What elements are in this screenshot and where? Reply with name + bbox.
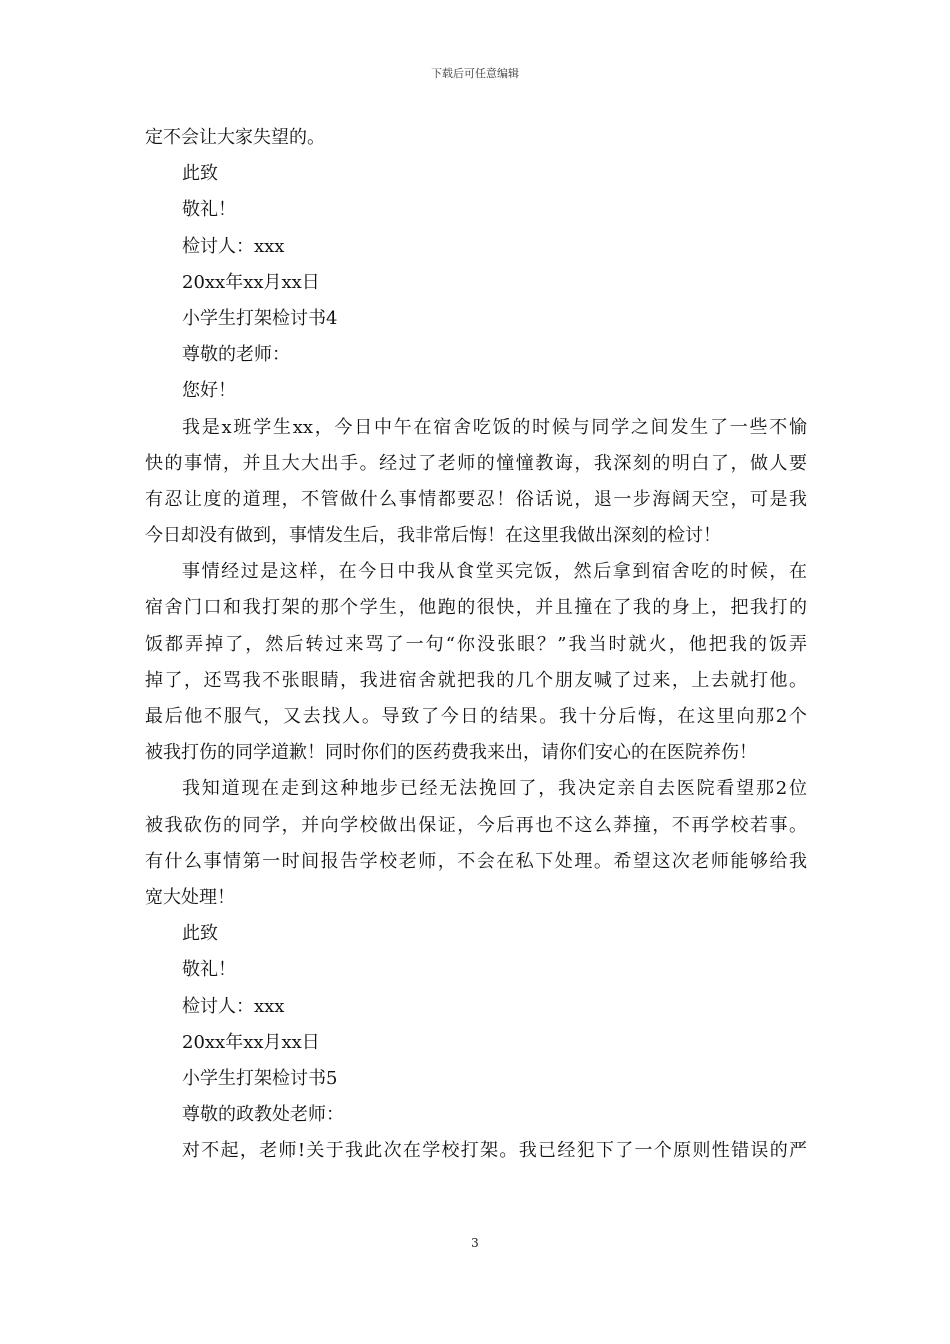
text-line: 小学生打架检讨书4: [182, 307, 338, 329]
text-line: 定不会让大家失望的。: [145, 127, 325, 148]
text-line: 事情经过是这样，在今日中我从食堂买完饭，然后拿到宿舍吃的时候，在: [182, 561, 807, 583]
text-line: 尊敬的政教处老师：: [182, 1104, 344, 1126]
text-line: 我是x班学生xx，今日中午在宿舍吃饭的时候与同学之间发生了一些不愉: [182, 416, 807, 438]
text-line: 您好！: [182, 380, 236, 402]
text-line: 饭都弄掉了，然后转过来骂了一句“你没张眼？”我当时就火，他把我的饭弄: [145, 633, 807, 655]
text-line: 被我砍伤的同学，并向学校做出保证，今后再也不这么莽撞，不再学校若事。: [145, 814, 807, 836]
text-line: 有忍让度的道理，不管做什么事情都要忍！俗话说，退一步海阔天空，可是我: [145, 488, 807, 510]
text-line: 宿舍门口和我打架的那个学生，他跑的很快，并且撞在了我的身上，把我打的: [145, 597, 807, 619]
text-line: 快的事情，并且大大出手。经过了老师的憧憧教诲，我深刻的明白了，做人要: [145, 452, 807, 474]
page-header: 下载后可任意编辑: [431, 67, 519, 80]
text-line: 被我打伤的同学道歉！同时你们的医药费我来出，请你们安心的在医院养伤！: [145, 742, 757, 764]
text-line: 对不起，老师!关于我此次在学校打架。我已经犯下了一个原则性错误的严: [182, 1140, 807, 1162]
text-line: 20xx年xx月xx日: [182, 1031, 320, 1053]
text-line: 检讨人：xxx: [182, 995, 285, 1017]
text-line: 我知道现在走到这种地步已经无法挽回了，我决定亲自去医院看望那2位: [182, 778, 807, 800]
document-body: [145, 120, 807, 1169]
text-line: 今日却没有做到，事情发生后，我非常后悔！在这里我做出深刻的检讨！: [145, 525, 721, 547]
text-line: 掉了，还骂我不张眼睛，我进宿舍就把我的几个朋友喊了过来，上去就打他。: [145, 669, 807, 691]
text-line: 检讨人：xxx: [182, 235, 285, 257]
text-line: 宽大处理！: [145, 886, 235, 908]
text-line: 最后他不服气，又去找人。导致了今日的结果。我十分后悔，在这里向那2个: [145, 706, 807, 727]
text-line: 敬礼！: [182, 959, 236, 981]
text-line: 此致: [182, 923, 218, 945]
text-line: 尊敬的老师：: [182, 344, 290, 366]
text-line: 有什么事情第一时间报告学校老师，不会在私下处理。希望这次老师能够给我: [145, 850, 807, 872]
text-line: 敬礼！: [182, 199, 236, 221]
page-number: 3: [471, 1236, 479, 1250]
text-line: 此致: [182, 163, 218, 185]
text-line: 小学生打架检讨书5: [182, 1067, 338, 1089]
text-line: 20xx年xx月xx日: [182, 271, 320, 293]
